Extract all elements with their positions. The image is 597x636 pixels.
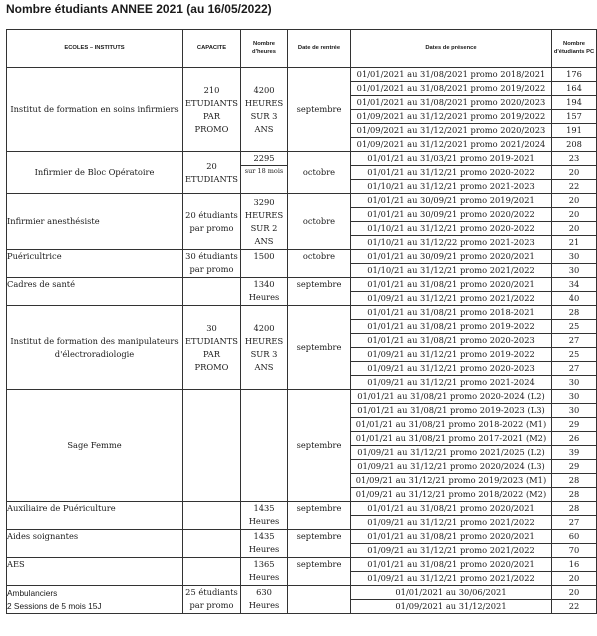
presence-dates: 01/01/21 au 31/08/21 promo 2020-2024 (L2) — [351, 390, 552, 404]
presence-dates: 01/09/2021 au 31/12/2021 promo 2020/2023 — [351, 124, 552, 138]
capacity-cell: 30 étudiants par promo — [183, 250, 241, 278]
student-count: 25 — [552, 348, 597, 362]
presence-dates: 01/09/21 au 31/12/21 promo 2021/2022 — [351, 516, 552, 530]
student-count: 28 — [552, 306, 597, 320]
hours-cell — [241, 530, 288, 558]
student-count: 29 — [552, 418, 597, 432]
students-table — [6, 29, 597, 614]
table-row — [7, 586, 597, 600]
header-rentree: Date de rentrée — [288, 30, 351, 68]
student-count: 40 — [552, 292, 597, 306]
start-date-cell: septembre — [288, 502, 351, 530]
table-row — [7, 502, 597, 516]
student-count: 27 — [552, 334, 597, 348]
presence-dates: 01/01/21 au 31/12/21 promo 2020-2022 — [351, 166, 552, 180]
student-count: 21 — [552, 236, 597, 250]
presence-dates: 01/09/21 au 31/12/21 promo 2021-2024 — [351, 376, 552, 390]
presence-dates: 01/09/21 au 31/12/21 promo 2020/2024 (L3) — [351, 460, 552, 474]
hours-cell — [241, 152, 288, 194]
table-row — [7, 558, 597, 572]
hours-cell — [241, 68, 288, 152]
start-date-cell: octobre — [288, 250, 351, 278]
student-count: 176 — [552, 68, 597, 82]
presence-dates: 01/01/21 au 31/08/21 promo 2020/2021 — [351, 558, 552, 572]
start-date-cell: septembre — [288, 306, 351, 390]
presence-dates: 01/09/21 au 31/12/21 promo 2021/2022 — [351, 292, 552, 306]
header-heures: Nombre d'heures — [241, 30, 288, 68]
hours-cell — [241, 390, 288, 502]
school-name: Institut de formation des manipulateurs d'électroradiologie — [7, 306, 183, 390]
presence-dates: 01/01/2021 au 31/08/2021 promo 2020/2023 — [351, 96, 552, 110]
school-name: Aides soignantes — [7, 530, 183, 558]
school-name: Infirmier de Bloc Opératoire — [7, 152, 183, 194]
student-count: 20 — [552, 166, 597, 180]
table-row — [7, 250, 597, 264]
student-count: 20 — [552, 586, 597, 600]
presence-dates: 01/09/21 au 31/12/21 promo 2021/2025 (L2) — [351, 446, 552, 460]
start-date-cell: septembre — [288, 390, 351, 502]
student-count: 27 — [552, 362, 597, 376]
start-date-cell: octobre — [288, 152, 351, 194]
hours-value: 2295 — [253, 153, 275, 163]
presence-dates: 01/09/2021 au 31/12/2021 promo 2019/2022 — [351, 110, 552, 124]
presence-dates: 01/01/21 au 31/08/21 promo 2019-2022 — [351, 320, 552, 334]
student-count: 30 — [552, 376, 597, 390]
presence-dates: 01/10/21 au 31/12/21 promo 2021-2023 — [351, 180, 552, 194]
student-count: 20 — [552, 208, 597, 222]
student-count: 25 — [552, 320, 597, 334]
presence-dates: 01/01/21 au 30/09/21 promo 2020/2022 — [351, 208, 552, 222]
start-date-cell: septembre — [288, 278, 351, 306]
student-count: 26 — [552, 432, 597, 446]
hours-value: 4200 HEURES SUR 3 ANS — [244, 84, 284, 134]
student-count: 30 — [552, 250, 597, 264]
school-name: Institut de formation en soins infirmiers — [7, 68, 183, 152]
start-date-cell — [288, 586, 351, 614]
presence-dates: 01/01/2021 au 31/08/2021 promo 2019/2022 — [351, 82, 552, 96]
presence-dates: 01/09/2021 au 31/12/2021 — [351, 600, 552, 614]
school-name: Cadres de santé — [7, 278, 183, 306]
school-name: Puéricultrice — [7, 250, 183, 278]
capacity-cell: 30 ETUDIANTS PAR PROMO — [183, 306, 241, 390]
student-count: 60 — [552, 530, 597, 544]
school-name: AES — [7, 558, 183, 586]
hours-value: 3290 HEURES SUR 2 ANS — [244, 196, 284, 246]
presence-dates: 01/01/2021 au 30/06/2021 — [351, 586, 552, 600]
table-row — [7, 306, 597, 320]
presence-dates: 01/01/21 au 31/08/21 promo 2020/2021 — [351, 530, 552, 544]
table-row — [7, 152, 597, 166]
presence-dates: 01/09/21 au 31/12/21 promo 2019-2022 — [351, 348, 552, 362]
school-name: Sage Femme — [7, 390, 183, 502]
capacity-cell — [183, 502, 241, 530]
presence-dates: 01/01/21 au 31/03/21 promo 2019-2021 — [351, 152, 552, 166]
presence-dates: 01/01/21 au 31/08/21 promo 2020-2023 — [351, 334, 552, 348]
student-count: 70 — [552, 544, 597, 558]
student-count: 16 — [552, 558, 597, 572]
student-count: 28 — [552, 474, 597, 488]
hours-cell — [241, 194, 288, 250]
presence-dates: 01/09/21 au 31/12/21 promo 2021/2022 — [351, 544, 552, 558]
hours-cell — [241, 586, 288, 614]
start-date-cell: octobre — [288, 194, 351, 250]
presence-dates: 01/01/21 au 31/08/21 promo 2020/2021 — [351, 502, 552, 516]
presence-dates: 01/09/21 au 31/12/21 promo 2020-2023 — [351, 362, 552, 376]
student-count: 20 — [552, 194, 597, 208]
header-ecoles: ECOLES – INSTITUTS — [7, 30, 183, 68]
hours-cell — [241, 502, 288, 530]
student-count: 28 — [552, 488, 597, 502]
presence-dates: 01/01/21 au 31/08/21 promo 2018-2022 (M1) — [351, 418, 552, 432]
table-row — [7, 194, 597, 208]
presence-dates: 01/01/21 au 31/08/21 promo 2019-2023 (L3) — [351, 404, 552, 418]
table-row — [7, 530, 597, 544]
presence-dates: 01/09/21 au 31/12/21 promo 2019/2023 (M1) — [351, 474, 552, 488]
hours-value: 1435 Heures — [248, 503, 280, 526]
student-count: 22 — [552, 600, 597, 614]
hours-value: 1435 Heures — [248, 531, 280, 554]
hours-value: 4200 HEURES SUR 3 ANS — [244, 322, 284, 372]
hours-cell — [241, 278, 288, 306]
school-name: Infirmier anesthésiste — [7, 194, 183, 250]
header-row — [7, 30, 597, 68]
student-count: 30 — [552, 390, 597, 404]
start-date-cell: septembre — [288, 558, 351, 586]
hours-value: 1365 Heures — [248, 559, 280, 582]
school-name: Ambulanciers 2 Sessions de 5 mois 15J — [7, 586, 183, 614]
capacity-cell: 20 étudiants par promo — [183, 194, 241, 250]
student-count: 29 — [552, 460, 597, 474]
student-count: 39 — [552, 446, 597, 460]
presence-dates: 01/01/21 au 30/09/21 promo 2019/2021 — [351, 194, 552, 208]
presence-dates: 01/10/21 au 31/12/21 promo 2021/2022 — [351, 264, 552, 278]
header-capacite: CAPACITE — [183, 30, 241, 68]
capacity-cell — [183, 278, 241, 306]
student-count: 164 — [552, 82, 597, 96]
student-count: 22 — [552, 180, 597, 194]
student-count: 208 — [552, 138, 597, 152]
presence-dates: 01/01/21 au 31/08/21 promo 2020/2021 — [351, 278, 552, 292]
student-count: 34 — [552, 278, 597, 292]
hours-cell — [241, 558, 288, 586]
student-count: 191 — [552, 124, 597, 138]
student-count: 28 — [552, 502, 597, 516]
student-count: 20 — [552, 572, 597, 586]
presence-dates: 01/09/21 au 31/12/21 promo 2018/2022 (M2) — [351, 488, 552, 502]
hours-value: 1500 — [253, 251, 275, 261]
student-count: 27 — [552, 516, 597, 530]
presence-dates: 01/09/2021 au 31/12/2021 promo 2021/2024 — [351, 138, 552, 152]
school-name: Auxiliaire de Puériculture — [7, 502, 183, 530]
presence-dates: 01/01/21 au 31/08/21 promo 2018-2021 — [351, 306, 552, 320]
capacity-cell: 210 ETUDIANTS PAR PROMO — [183, 68, 241, 152]
presence-dates: 01/10/21 au 31/12/22 promo 2021-2023 — [351, 236, 552, 250]
table-row — [7, 390, 597, 404]
student-count: 194 — [552, 96, 597, 110]
presence-dates: 01/01/21 au 31/08/21 promo 2017-2021 (M2) — [351, 432, 552, 446]
presence-dates: 01/09/21 au 31/12/21 promo 2021/2022 — [351, 572, 552, 586]
capacity-cell — [183, 390, 241, 502]
hours-value: 630 Heures — [248, 587, 280, 610]
capacity-cell: 20 ETUDIANTS — [183, 152, 241, 194]
hours-cell — [241, 306, 288, 390]
start-date-cell: septembre — [288, 530, 351, 558]
start-date-cell: septembre — [288, 68, 351, 152]
capacity-cell — [183, 530, 241, 558]
header-presence: Dates de présence — [351, 30, 552, 68]
table-row — [7, 278, 597, 292]
student-count: 23 — [552, 152, 597, 166]
header-nombre: Nombre d'étudiants PC — [552, 30, 597, 68]
hours-cell — [241, 250, 288, 278]
presence-dates: 01/01/21 au 30/09/21 promo 2020/2021 — [351, 250, 552, 264]
page-title: Nombre étudiants ANNEE 2021 (au 16/05/2022) — [6, 2, 272, 16]
hours-value: 1340 Heures — [248, 279, 280, 302]
student-count: 20 — [552, 222, 597, 236]
hours-subnote: sur 18 mois — [241, 165, 287, 177]
student-count: 30 — [552, 264, 597, 278]
presence-dates: 01/10/21 au 31/12/21 promo 2020-2022 — [351, 222, 552, 236]
capacity-cell — [183, 558, 241, 586]
table-row — [7, 68, 597, 82]
presence-dates: 01/01/2021 au 31/08/2021 promo 2018/2021 — [351, 68, 552, 82]
student-count: 157 — [552, 110, 597, 124]
capacity-cell: 25 étudiants par promo — [183, 586, 241, 614]
student-count: 30 — [552, 404, 597, 418]
